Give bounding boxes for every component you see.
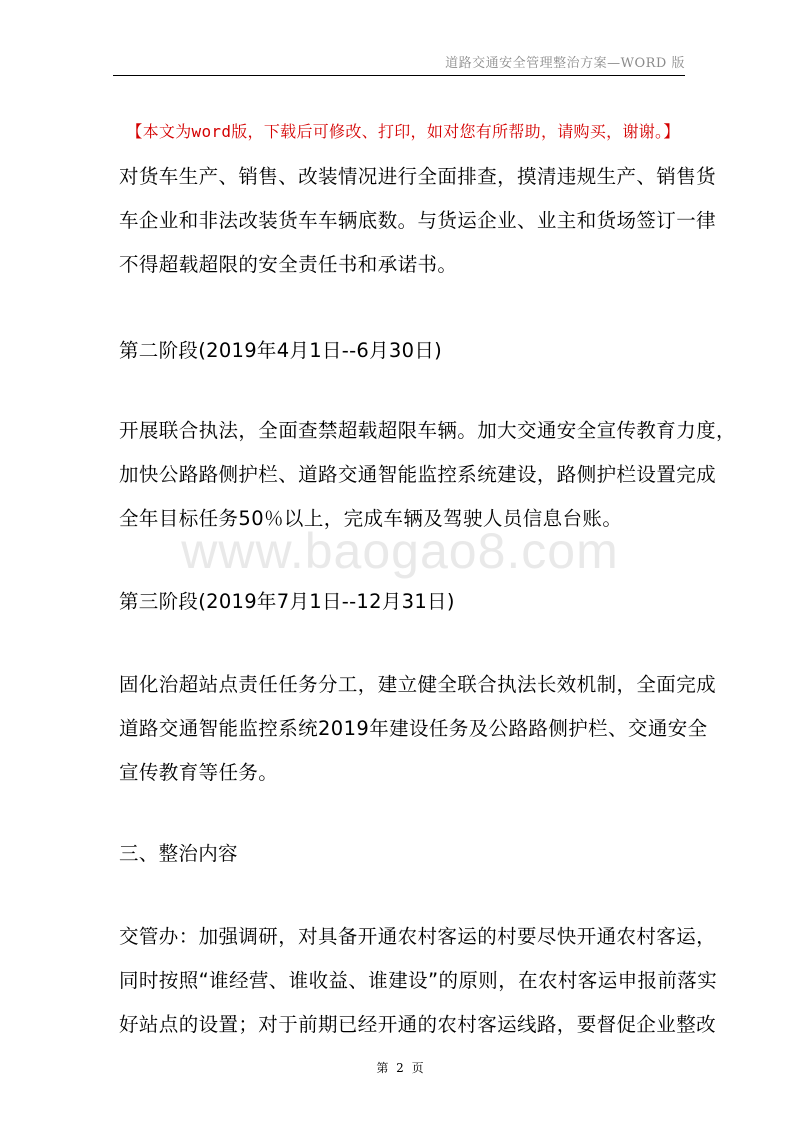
- running-header: 道路交通安全管理整治方案—WORD 版: [445, 56, 685, 71]
- page-number: 第 2 页: [376, 1061, 424, 1075]
- paragraph-traffic-office: [119, 915, 718, 1047]
- stage-two-heading: 第二阶段(2019年4月1日--6月30日): [119, 339, 443, 362]
- stage-three-heading: 第三阶段(2019年7月1日--12月31日): [119, 590, 455, 613]
- paragraph-line: 宣传教育等任务。: [119, 761, 279, 784]
- paragraph-line: 全年目标任务50％以上，完成车辆及驾驶人员信息台账。: [119, 507, 623, 530]
- purchase-notice: 【本文为word版，下载后可修改、打印，如对您有所帮助，请购买，谢谢。】: [126, 122, 680, 141]
- paragraph-line: 加快公路路侧护栏、道路交通智能监控系统建设，路侧护栏设置完成: [119, 463, 717, 486]
- paragraph-line: 对货车生产、销售、改装情况进行全面排查，摸清违规生产、销售货: [119, 165, 717, 188]
- paragraph-line: 开展联合执法，全面查禁超载超限车辆。加大交通安全宣传教育力度，: [119, 419, 736, 442]
- paragraph-line: 固化治超站点责任任务分工，建立健全联合执法长效机制，全面完成: [119, 673, 717, 696]
- paragraph-vehicle-inspection: [119, 155, 717, 287]
- paragraph-line: 不得超载超限的安全责任书和承诺书。: [119, 253, 458, 276]
- watermark: www.baogao8.com: [181, 523, 619, 579]
- paragraph-line: 车企业和非法改装货车车辆底数。与货运企业、业主和货场签订一律: [119, 209, 717, 232]
- paragraph-line: 好站点的设置；对于前期已经开通的农村客运线路，要督促企业整改: [119, 1013, 717, 1036]
- paragraph-line: 道路交通智能监控系统2019年建设任务及公路路侧护栏、交通安全: [119, 717, 708, 740]
- paragraph-line: 交管办：加强调研，对具备开通农村客运的村要尽快开通农村客运，: [119, 925, 717, 948]
- section-three-heading: 三、整治内容: [119, 842, 238, 865]
- header-divider: [113, 75, 685, 76]
- paragraph-long-term-mechanism: [119, 663, 717, 795]
- paragraph-line: 同时按照“谁经营、谁收益、谁建设”的原则，在农村客运申报前落实: [119, 969, 718, 992]
